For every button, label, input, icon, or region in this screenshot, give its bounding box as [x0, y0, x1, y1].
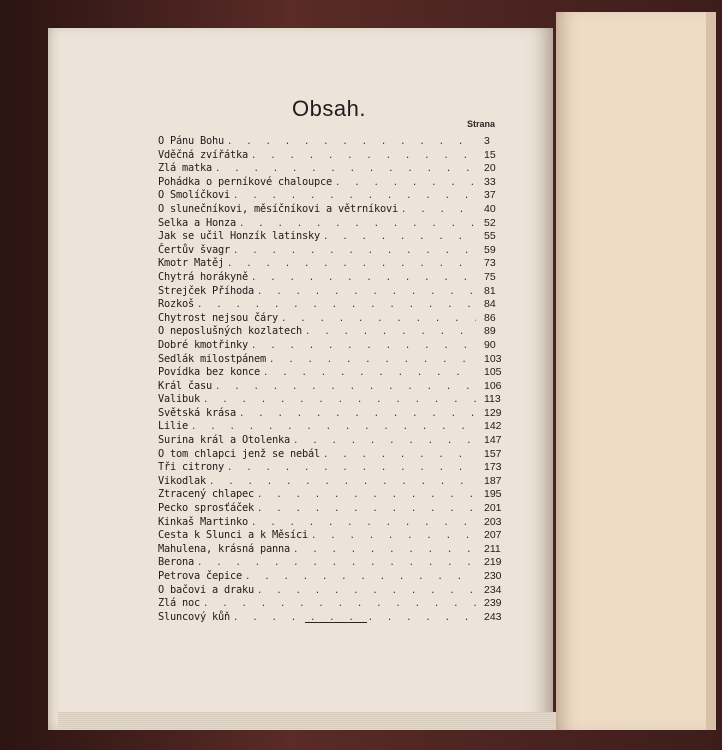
- right-page: [556, 12, 706, 730]
- toc-entry-title: O neposlušných kozlatech: [158, 325, 302, 338]
- toc-entry-title: Selka a Honza: [158, 216, 236, 229]
- dot-leader: [227, 136, 476, 150]
- toc-entry-page: 86: [484, 311, 496, 324]
- toc-entry-page: 90: [484, 338, 496, 351]
- toc-entry: [158, 217, 514, 231]
- dot-leader: [251, 517, 476, 531]
- toc-entry: [158, 230, 514, 244]
- toc-entry-title: Čertův švagr: [158, 243, 230, 256]
- toc-entry-page: 187: [484, 474, 502, 487]
- toc-entry: [158, 339, 514, 353]
- toc-entry: [158, 257, 514, 271]
- toc-entry-page: 147: [484, 434, 502, 447]
- dot-leader: [227, 258, 476, 272]
- toc-entry: [158, 176, 514, 190]
- toc-entry-page: 33: [484, 175, 496, 188]
- toc-entry-page: 3: [484, 135, 490, 147]
- toc-entry: [158, 543, 514, 557]
- toc-entry: [158, 529, 514, 543]
- toc-entry-title: Mahulena, krásná panna: [158, 542, 290, 555]
- toc-entry-title: Tři citrony: [158, 461, 224, 474]
- toc-entry-page: 15: [484, 148, 496, 161]
- toc-entry-page: 239: [484, 597, 502, 610]
- dot-leader: [401, 204, 476, 218]
- dot-leader: [257, 489, 476, 503]
- toc-entry-title: O tom chlapci jenž se nebál: [158, 447, 320, 460]
- toc-entry-title: Dobré kmotřinky: [158, 338, 248, 351]
- toc-entry-page: 203: [484, 515, 502, 528]
- dot-leader: [251, 150, 476, 164]
- dot-leader: [245, 571, 476, 585]
- toc-entry-page: 207: [484, 529, 502, 542]
- toc-entry-page: 157: [484, 447, 502, 460]
- closing-rule: [305, 622, 367, 623]
- toc-entry-title: Kinkaš Martinko: [158, 515, 248, 528]
- toc-entry: [158, 135, 514, 149]
- toc-entry-title: Pecko sprosťáček: [158, 502, 254, 515]
- toc-entry: [158, 189, 514, 203]
- toc-entry: [158, 556, 514, 570]
- dot-leader: [203, 394, 476, 408]
- toc-entry-title: Strejček Příhoda: [158, 284, 254, 297]
- toc-entry: [158, 434, 514, 448]
- toc-entry-page: 201: [484, 502, 502, 515]
- toc-entry-page: 52: [484, 216, 496, 229]
- toc-entry: [158, 203, 514, 217]
- toc-entry-title: O bačovi a draku: [158, 583, 254, 596]
- page-title: Obsah.: [292, 96, 366, 121]
- toc-entry-title: Sluncový kůň: [158, 610, 230, 623]
- dot-leader: [191, 421, 476, 435]
- toc-entry: [158, 162, 514, 176]
- dot-leader: [209, 476, 476, 490]
- table-of-contents: [158, 135, 514, 624]
- toc-entry-page: 40: [484, 202, 496, 215]
- toc-entry-page: 103: [484, 352, 502, 365]
- page-column-label: Strana: [467, 119, 496, 129]
- toc-entry-title: Berona: [158, 556, 194, 569]
- toc-entry-page: 243: [484, 610, 502, 623]
- dot-leader: [269, 354, 476, 368]
- toc-entry-title: Chytrost nejsou čáry: [158, 311, 278, 324]
- dot-leader: [335, 177, 476, 191]
- dot-leader: [257, 585, 476, 599]
- toc-entry-page: 81: [484, 284, 496, 297]
- dot-leader: [323, 449, 476, 463]
- toc-entry-page: 211: [484, 542, 501, 555]
- toc-entry: [158, 502, 514, 516]
- toc-entry: [158, 393, 514, 407]
- toc-entry: [158, 597, 514, 611]
- toc-entry-title: O Pánu Bohu: [158, 135, 224, 147]
- toc-entry-page: 142: [484, 420, 502, 433]
- dot-leader: [293, 544, 476, 558]
- toc-entry: [158, 407, 514, 421]
- toc-entry-page: 195: [484, 488, 502, 501]
- toc-entry: [158, 353, 514, 367]
- toc-entry-page: 129: [484, 406, 502, 419]
- dot-leader: [311, 530, 476, 544]
- toc-entry-page: 37: [484, 189, 496, 202]
- toc-entry-page: 84: [484, 298, 496, 311]
- toc-entry-title: Ztracený chlapec: [158, 488, 254, 501]
- toc-entry: [158, 516, 514, 530]
- toc-entry-title: Sedlák milostpánem: [158, 352, 266, 365]
- toc-entry: [158, 420, 514, 434]
- toc-entry: [158, 584, 514, 598]
- toc-entry-page: 219: [484, 556, 502, 569]
- toc-entry: [158, 488, 514, 502]
- dot-leader: [263, 367, 476, 381]
- toc-entry-page: 20: [484, 162, 496, 175]
- toc-entry-page: 113: [484, 393, 501, 406]
- dot-leader: [251, 272, 476, 286]
- dot-leader: [197, 299, 476, 313]
- toc-entry-title: Vikodlak: [158, 474, 206, 487]
- toc-entry: [158, 475, 514, 489]
- toc-entry-title: Valibuk: [158, 393, 200, 406]
- toc-entry-title: Král času: [158, 379, 212, 392]
- toc-entry: [158, 149, 514, 163]
- toc-entry-title: Jak se učil Honzík latinsky: [158, 230, 320, 243]
- dot-leader: [257, 286, 476, 300]
- toc-entry-page: 173: [484, 461, 502, 474]
- toc-entry: [158, 285, 514, 299]
- toc-entry-title: Vděčná zvířátka: [158, 148, 248, 161]
- dot-leader: [233, 245, 476, 259]
- toc-entry: [158, 448, 514, 462]
- toc-entry-page: 55: [484, 230, 496, 243]
- toc-entry: [158, 325, 514, 339]
- dot-leader: [305, 326, 476, 340]
- toc-entry-title: Lilie: [158, 420, 188, 433]
- toc-entry-title: Světská krása: [158, 406, 236, 419]
- toc-entry: [158, 380, 514, 394]
- dot-leader: [281, 313, 476, 327]
- toc-entry-page: 75: [484, 270, 496, 283]
- dot-leader: [233, 190, 476, 204]
- toc-entry-title: Cesta k Slunci a k Měsíci: [158, 529, 308, 542]
- toc-entry-title: Petrova čepice: [158, 570, 242, 582]
- toc-entry-page: 105: [484, 366, 502, 379]
- toc-entry-page: 230: [484, 570, 502, 582]
- dot-leader: [233, 612, 476, 626]
- dot-leader: [203, 598, 476, 612]
- dot-leader: [293, 435, 476, 449]
- toc-entry-title: Pohádka o perníkové chaloupce: [158, 175, 332, 188]
- dot-leader: [239, 218, 476, 232]
- toc-entry-title: Surina král a Otolenka: [158, 434, 290, 447]
- toc-entry-page: 89: [484, 325, 496, 338]
- dot-leader: [251, 340, 476, 354]
- toc-entry: [158, 570, 514, 584]
- toc-entry-page: 59: [484, 243, 496, 256]
- toc-entry-title: Zlá noc: [158, 597, 200, 610]
- toc-entry-page: 234: [484, 583, 502, 596]
- toc-entry: [158, 461, 514, 475]
- dot-leader: [257, 503, 476, 517]
- toc-entry: [158, 244, 514, 258]
- dot-leader: [215, 381, 476, 395]
- toc-entry-title: Rozkoš: [158, 298, 194, 311]
- toc-entry-title: O slunečníkovi, měsíčníkovi a větrníkovi: [158, 202, 398, 215]
- dot-leader: [227, 462, 476, 476]
- toc-entry-page: 73: [484, 257, 496, 270]
- toc-entry: [158, 312, 514, 326]
- toc-entry-title: Chytrá horákyně: [158, 270, 248, 283]
- right-page-edge: [706, 12, 716, 730]
- dot-leader: [323, 231, 476, 245]
- dot-leader: [215, 163, 476, 177]
- toc-entry-page: 106: [484, 379, 502, 392]
- page-stack-edge: [58, 712, 556, 730]
- toc-entry-title: Zlá matka: [158, 162, 212, 175]
- dot-leader: [197, 557, 476, 571]
- dot-leader: [239, 408, 476, 422]
- toc-entry: [158, 298, 514, 312]
- toc-entry: [158, 271, 514, 285]
- toc-entry-title: Kmotr Matěj: [158, 257, 224, 270]
- toc-entry-title: Povídka bez konce: [158, 366, 260, 379]
- toc-entry-title: O Smolíčkovi: [158, 189, 230, 202]
- toc-entry: [158, 366, 514, 380]
